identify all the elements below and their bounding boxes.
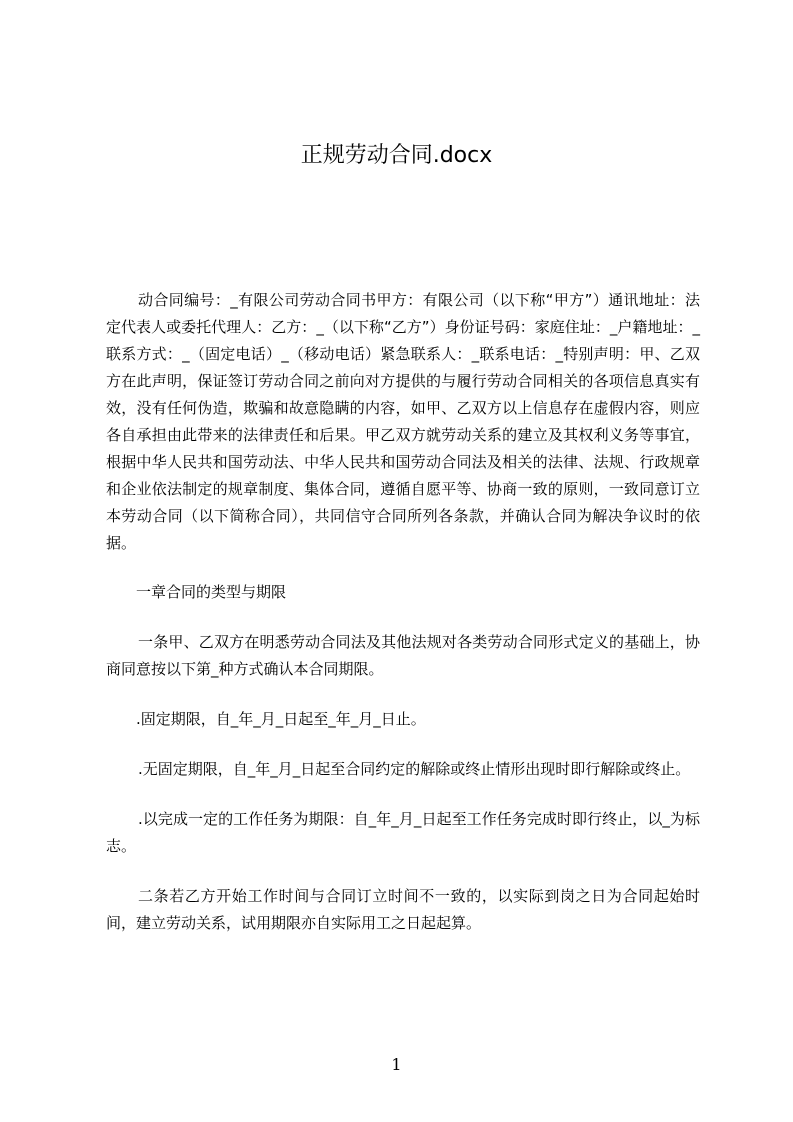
contract-intro-paragraph: 动合同编号：_有限公司劳动合同书甲方：有限公司（以下称“甲方”）通讯地址：法定代表人或委托代理人：乙方：_（以下称“乙方”）身份证号码：家庭住址：_户籍地址：_联系方式：_（固定电话）_（移动电话）紧急联系人：_联系电话：_特别声明：甲、乙双方在此声明，保证签订劳动合同之前向对方提供的与履行劳动合同相关的各项信息真实有效，没有任何伪造，欺骗和故意隐瞒的内容，如甲、乙双方以上信息存在虚假内容，则应各自承担由此带来的法律责任和后果。甲乙双方就劳动关系的建立及其权利义务等事宜，根据中华人民共和国劳动法、中华人民共和国劳动合同法及相关的法律、法规、行政规章和企业依法制定的规章制度、集体合同，遵循自愿平等、协商一致的原则，一致同意订立本劳动合同（以下简称合同），共同信守合同所列各条款，并确认合同为解决争议时的依据。: [106, 291, 700, 552]
term-option-paragraph: .固定期限，自_年_月_日起至_年_月_日止。: [136, 710, 426, 728]
page-number: 1: [391, 1055, 402, 1074]
chapter-heading: 一章合同的类型与期限: [136, 583, 287, 601]
article-paragraph: 一条甲、乙双方在明悉劳动合同法及其他法规对各类劳动合同形式定义的基础上，协商同意按以下第_种方式确认本合同期限。: [106, 633, 700, 678]
document-title: 正规劳动合同.docx: [300, 143, 493, 168]
term-option-paragraph: .无固定期限，自_年_月_日起至合同约定的解除或终止情形出现时即行解除或终止。: [138, 760, 691, 778]
term-option-paragraph: .以完成一定的工作任务为期限：自_年_月_日起至工作任务完成时即行终止，以_为标志。: [106, 810, 700, 855]
document-body: [106, 287, 700, 937]
article-paragraph: 二条若乙方开始工作时间与合同订立时间不一致的，以实际到岗之日为合同起始时间，建立劳动关系，试用期限亦自实际用工之日起起算。: [106, 887, 700, 932]
